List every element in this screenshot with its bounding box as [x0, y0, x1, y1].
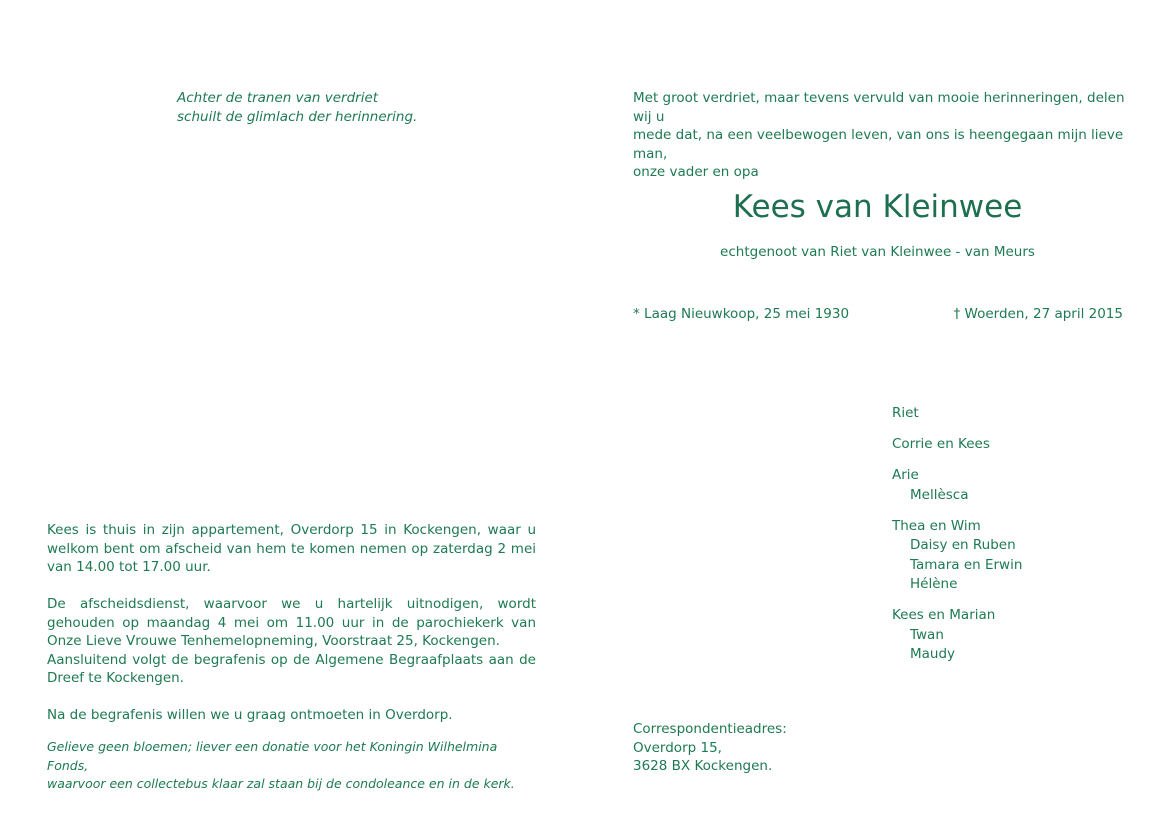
- intro-line-3: onze vader en opa: [633, 164, 759, 180]
- motto-line-1: Achter de tranen van verdriet: [177, 90, 379, 106]
- reception-text: Na de begrafenis willen we u graag ontmoeten in Overdorp.: [47, 707, 453, 723]
- grandchild: Mellèsca: [910, 486, 969, 503]
- grandchild: Maudy: [910, 646, 956, 662]
- intro-line-1: Met groot verdriet, maar tevens vervuld van mooie herinneringen, delen wij u: [633, 90, 1125, 125]
- funeral-details: [47, 521, 536, 743]
- visitation-text: Kees is thuis in zijn appartement, Overdorp 15 in Kockengen, waar u welkom bent om afscheid van hem te komen nemen op zaterdag 2 mei van 14.00 tot 17.00 uur.: [47, 522, 536, 575]
- deceased-name: Kees van Kleinwee: [732, 189, 1023, 225]
- correspondence-label: Correspondentieadres:: [633, 721, 787, 737]
- intro-line-2: mede dat, na een veelbewogen leven, van ons is heengegaan mijn lieve man,: [633, 127, 1124, 162]
- correspondence-street: Overdorp 15,: [633, 739, 722, 756]
- family-member: Kees en Marian: [892, 607, 996, 623]
- family-member: Thea en Wim: [892, 517, 981, 534]
- flowers-line-1: Gelieve geen bloemen; liever een donatie voor het Koningin Wilhelmina Fonds,: [47, 739, 498, 773]
- family-group: [892, 517, 1152, 595]
- family-group: [892, 435, 1152, 455]
- family-list: [892, 404, 1152, 676]
- family-member: Riet: [892, 405, 919, 421]
- death-info: † Woerden, 27 april 2015: [953, 306, 1123, 322]
- family-group: [892, 466, 1152, 505]
- grandchild: Twan: [910, 626, 944, 643]
- burial-text: Aansluitend volgt de begrafenis op de Algemene Begraafplaats aan de Dreef te Kockengen.: [47, 651, 536, 686]
- family-group: [892, 404, 1152, 424]
- grandchild: Daisy en Ruben: [910, 537, 1016, 553]
- correspondence-address: [633, 720, 933, 776]
- grandchild: Tamara en Erwin: [910, 556, 1023, 573]
- family-member: Corrie en Kees: [892, 436, 990, 452]
- service-text: De afscheidsdienst, waarvoor we u hartelijk uitnodigen, wordt gehouden op maandag 4 mei om 11.00 uur in de parochiekerk van Onze Lieve Vrouwe Tenhemelopneming, Voorstraat 25, Kockengen.: [47, 596, 536, 649]
- motto-line-2: schuilt de glimlach der herinnering.: [177, 108, 418, 125]
- flowers-line-2: waarvoor een collectebus klaar zal staan bij de condoleance en in de kerk.: [47, 776, 515, 791]
- family-group: [892, 606, 1152, 665]
- spouse-line: echtgenoot van Riet van Kleinwee - van Meurs: [720, 244, 1035, 260]
- motto-quote: [177, 89, 577, 126]
- flowers-request: [47, 738, 536, 794]
- announcement-intro: [633, 89, 1125, 182]
- correspondence-city: 3628 BX Kockengen.: [633, 758, 773, 774]
- birth-info: * Laag Nieuwkoop, 25 mei 1930: [633, 306, 850, 322]
- grandchild: Hélène: [910, 576, 958, 592]
- family-member: Arie: [892, 467, 919, 483]
